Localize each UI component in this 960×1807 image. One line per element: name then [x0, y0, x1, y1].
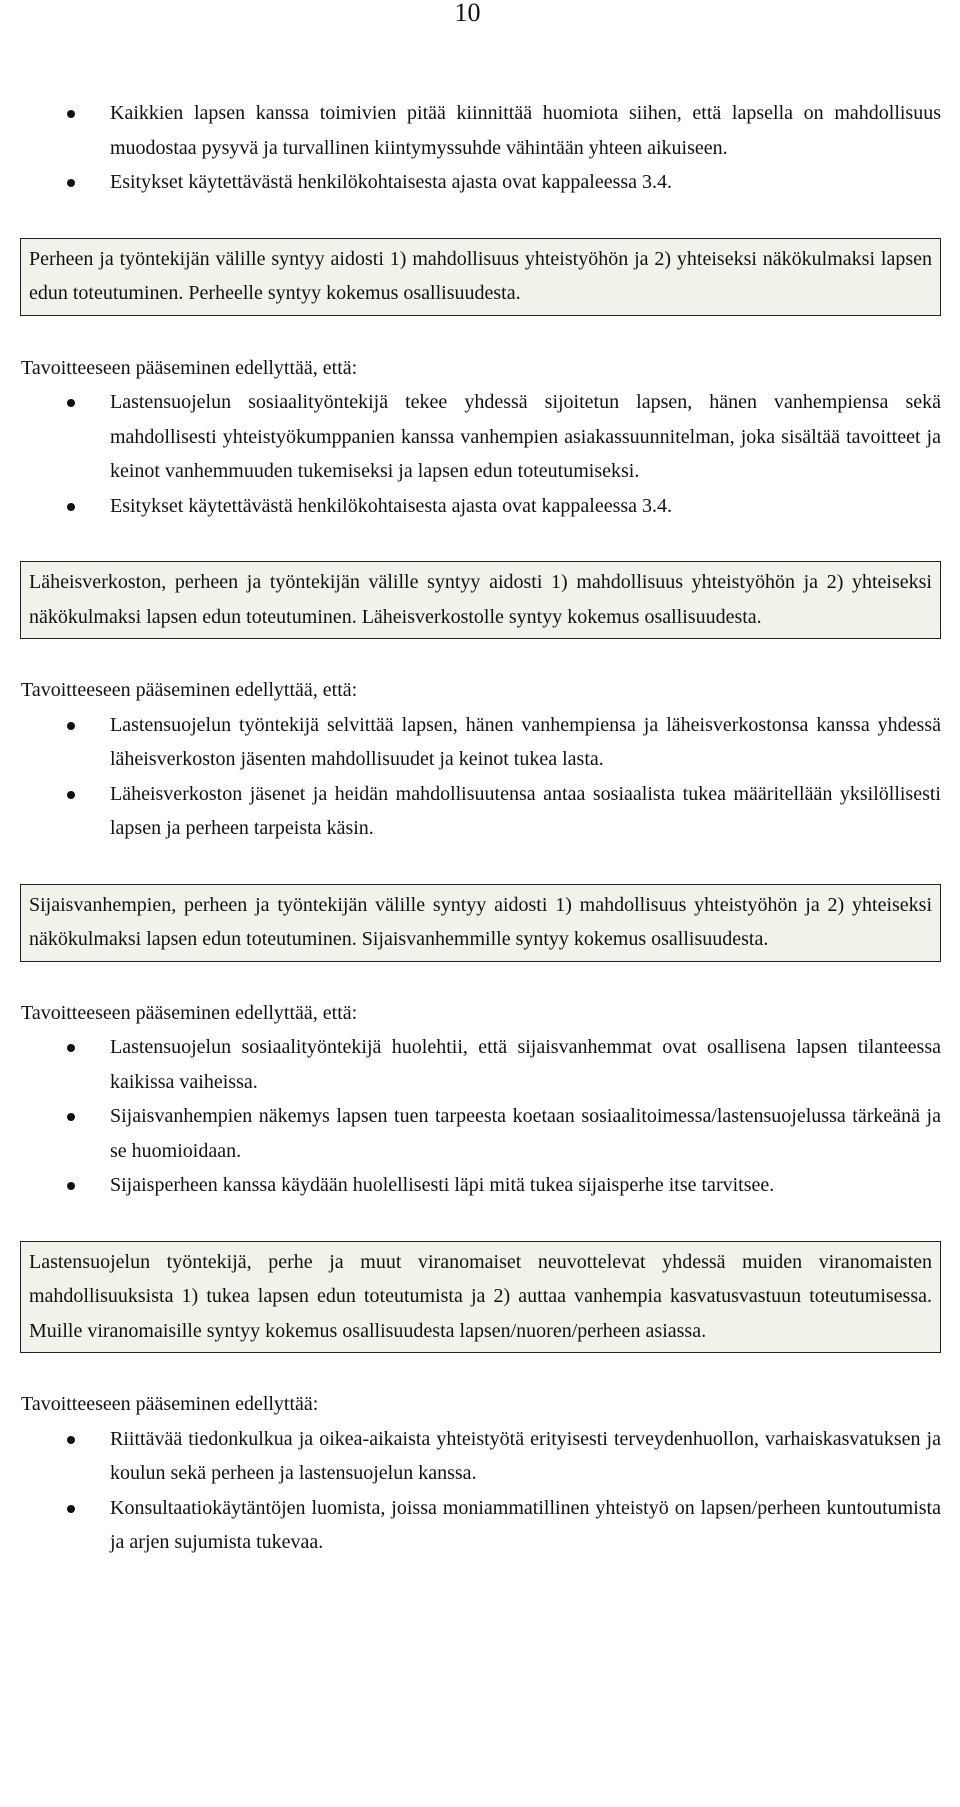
bullet-icon	[67, 1113, 75, 1121]
bullet-list	[21, 708, 941, 846]
list-item: Lastensuojelun työntekijä selvittää lapsen, hänen vanhempiensa ja läheisverkostonsa kanssa yhdessä läheisverkoston jäsenten mahdollisuudet ja keinot tukea lasta.	[21, 708, 941, 777]
bullet-icon	[67, 503, 75, 511]
bullet-icon	[67, 1436, 75, 1444]
bullet-icon	[67, 179, 75, 187]
bullet-icon	[67, 110, 75, 118]
list-item: Sijaisvanhempien näkemys lapsen tuen tarpeesta koetaan sosiaalitoimessa/lastensuojelussa tärkeänä ja se huomioidaan.	[21, 1099, 941, 1168]
bullet-list	[21, 1030, 941, 1203]
requirements-intro: Tavoitteeseen pääseminen edellyttää, että:	[21, 679, 358, 701]
requirements-intro: Tavoitteeseen pääseminen edellyttää, että:	[21, 1001, 358, 1024]
list-item: Kaikkien lapsen kanssa toimivien pitää kiinnittää huomiota siihen, että lapsella on mahdollisuus muodostaa pysyvä ja turvallinen kiintymyssuhde vähintään yhteen aikuiseen.	[21, 96, 941, 165]
requirements-intro: Tavoitteeseen pääseminen edellyttää, että:	[21, 356, 358, 379]
goal-box: Lastensuojelun työntekijä, perhe ja muut viranomaiset neuvottelevat yhdessä muiden viranomaisten mahdollisuuksista 1) tukea lapsen edun toteutumista ja 2) auttaa vanhempia kasvatusvastuun toteutumisessa. Muille viranomaisille syntyy kokemus osallisuudesta lapsen/nuoren/perheen asiassa.	[20, 1241, 941, 1354]
goal-box: Läheisverkoston, perheen ja työntekijän välille syntyy aidosti 1) mahdollisuus yhteistyöhön ja 2) yhteiseksi näkökulmaksi lapsen edun toteutuminen. Läheisverkostolle syntyy kokemus osallisuudesta.	[20, 561, 941, 639]
bullet-icon	[67, 399, 75, 407]
list-item: Lastensuojelun sosiaalityöntekijä huolehtii, että sijaisvanhemmat ovat osallisena lapsen tilanteessa kaikissa vaiheissa.	[21, 1030, 941, 1099]
bullet-icon	[67, 1044, 75, 1052]
requirements-intro: Tavoitteeseen pääseminen edellyttää:	[21, 1393, 319, 1415]
list-item: Läheisverkoston jäsenet ja heidän mahdollisuutensa antaa sosiaalista tukea määritellään yksilöllisesti lapsen ja perheen tarpeista käsin.	[21, 777, 941, 846]
bullet-list	[21, 385, 941, 523]
list-item: Esitykset käytettävästä henkilökohtaisesta ajasta ovat kappaleessa 3.4.	[21, 489, 941, 524]
bullet-list	[21, 96, 941, 200]
bullet-icon	[67, 1505, 75, 1513]
goal-box: Sijaisvanhempien, perheen ja työntekijän välille syntyy aidosti 1) mahdollisuus yhteistyöhön ja 2) yhteiseksi näkökulmaksi lapsen edun toteutuminen. Sijaisvanhemmille syntyy kokemus osallisuudesta.	[20, 884, 941, 962]
list-item: Riittävää tiedonkulkua ja oikea-aikaista yhteistyötä erityisesti terveydenhuollon, varhaiskasvatuksen ja koulun sekä perheen ja lastensuojelun kanssa.	[21, 1422, 941, 1491]
bullet-list	[21, 1422, 941, 1560]
list-item: Lastensuojelun sosiaalityöntekijä tekee yhdessä sijoitetun lapsen, hänen vanhempiensa sekä mahdollisesti yhteistyökumppanien kanssa vanhempien asiakassuunnitelman, joka sisältää tavoitteet ja keinot vanhemmuuden tukemiseksi ja lapsen edun toteutumiseksi.	[21, 385, 941, 489]
page-content	[21, 96, 941, 1560]
page-number: 10	[454, 0, 481, 27]
bullet-icon	[67, 1182, 75, 1190]
list-item: Sijaisperheen kanssa käydään huolellisesti läpi mitä tukea sijaisperhe itse tarvitsee.	[21, 1168, 941, 1203]
bullet-icon	[67, 722, 75, 730]
list-item: Konsultaatiokäytäntöjen luomista, joissa moniammatillinen yhteistyö on lapsen/perheen kuntoutumista ja arjen sujumista tukevaa.	[21, 1491, 941, 1560]
list-item: Esitykset käytettävästä henkilökohtaisesta ajasta ovat kappaleessa 3.4.	[21, 165, 941, 200]
bullet-icon	[67, 791, 75, 799]
goal-box: Perheen ja työntekijän välille syntyy aidosti 1) mahdollisuus yhteistyöhön ja 2) yhteiseksi näkökulmaksi lapsen edun toteutuminen. Perheelle syntyy kokemus osallisuudesta.	[20, 238, 941, 316]
